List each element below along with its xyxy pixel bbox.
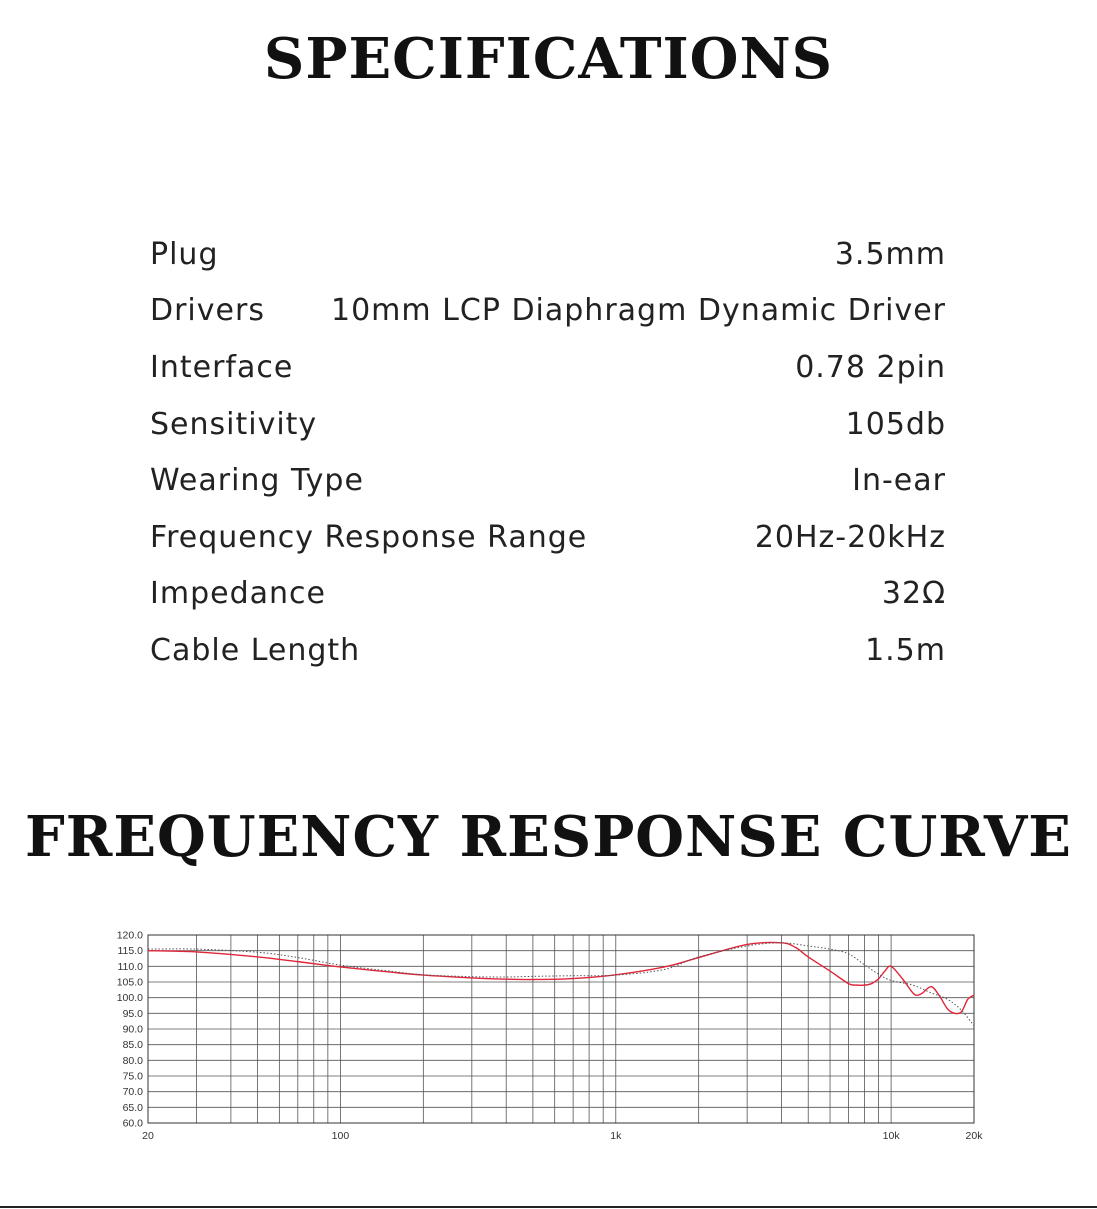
spec-label: Sensitivity <box>150 406 318 442</box>
specifications-list <box>150 226 946 679</box>
spec-value: 0.78 2pin <box>795 349 946 385</box>
spec-label: Impedance <box>150 576 326 612</box>
y-tick-label: 90.0 <box>122 1023 143 1036</box>
spec-value: 20Hz-20kHz <box>754 519 946 555</box>
bottom-divider <box>0 1206 1097 1208</box>
spec-row-interface <box>150 339 946 396</box>
y-tick-label: 80.0 <box>122 1054 143 1067</box>
spec-label: Plug <box>150 236 219 272</box>
y-tick-label: 95.0 <box>122 1007 143 1020</box>
specifications-title: SPECIFICATIONS <box>263 26 834 92</box>
spec-value: In-ear <box>852 463 946 499</box>
spec-label: Frequency Response Range <box>150 519 588 555</box>
y-tick-label: 65.0 <box>122 1101 143 1114</box>
y-tick-label: 70.0 <box>122 1086 143 1099</box>
y-tick-label: 115.0 <box>117 945 143 958</box>
x-tick-label: 1k <box>610 1130 622 1142</box>
spec-row-frequency-range <box>150 509 946 566</box>
chart-svg <box>100 925 1000 1150</box>
spec-label: Interface <box>150 349 294 385</box>
spec-label: Wearing Type <box>150 463 364 499</box>
spec-value: 32Ω <box>881 576 946 612</box>
x-tick-label: 10k <box>882 1130 900 1142</box>
spec-row-sensitivity <box>150 396 946 453</box>
y-tick-label: 120.0 <box>116 929 143 942</box>
y-tick-label: 100.0 <box>116 992 143 1005</box>
measured-response-line <box>148 942 974 1013</box>
y-tick-label: 60.0 <box>122 1117 143 1130</box>
spec-label: Drivers <box>150 293 265 329</box>
spec-value: 1.5m <box>865 632 946 668</box>
spec-row-wearing-type <box>150 452 946 509</box>
spec-row-drivers <box>150 283 946 340</box>
frequency-response-chart <box>100 925 1000 1155</box>
spec-row-plug <box>150 226 946 283</box>
x-tick-label: 100 <box>331 1130 350 1142</box>
spec-value: 3.5mm <box>834 236 946 272</box>
spec-value: 10mm LCP Diaphragm Dynamic Driver <box>331 293 946 329</box>
y-tick-label: 85.0 <box>122 1039 143 1052</box>
spec-row-impedance <box>150 566 946 623</box>
y-tick-label: 110.0 <box>117 960 143 973</box>
x-tick-label: 20 <box>142 1130 154 1142</box>
y-tick-label: 75.0 <box>122 1070 143 1083</box>
frequency-response-title: FREQUENCY RESPONSE CURVE <box>25 804 1072 870</box>
y-tick-label: 105.0 <box>116 976 143 989</box>
spec-label: Cable Length <box>150 632 361 668</box>
spec-value: 105db <box>845 406 946 442</box>
spec-row-cable-length <box>150 622 946 679</box>
x-tick-label: 20k <box>965 1130 983 1142</box>
